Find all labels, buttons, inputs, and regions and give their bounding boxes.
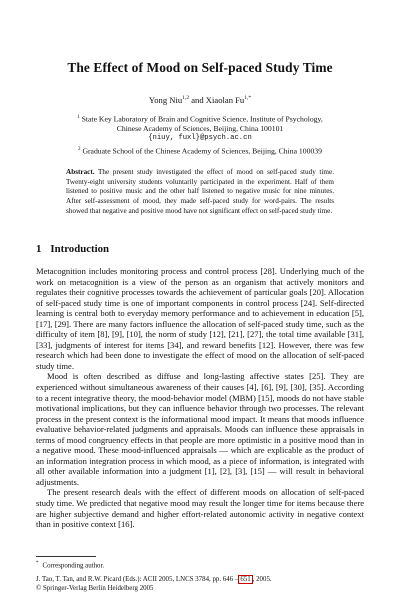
author-affiliation-mark: 1,2 (182, 95, 190, 102)
body-paragraph: The present research deals with the effect of different moods on allocation of self-paced study time. We predicted that negative mood may result the longer time for items because there are higher subjective demand and higher effort-related autonomic activity in negative context than in positive context [16]. (36, 487, 364, 530)
affiliation-text: Graduate School of the Chinese Academy of Sciences, Beijing, China 100039 (80, 146, 322, 156)
page-range-end: 651 (240, 576, 251, 583)
footnote (36, 559, 364, 570)
affiliation-line (36, 145, 364, 156)
footnote-mark: * (36, 561, 39, 566)
body-paragraph: Mood is often described as diffuse and long-lasting affective states [25]. They are experienced without simultaneous awareness of their causes [4], [6], [9], [30], [35]. According to a recent integrative theory, the mood-behavior model (MBM) [15], moods do not have stable motivational implications, but they can influence behavior through two processes. The relevant process in the present context is the informational mood impact. It means that moods influence evaluative behavior-related judgments and appraisals. Moods can influence these appraisals in terms of mood congruency effects in that people are more optimistic in a positive mood than in a negative mood. These mood-influenced appraisals — which are explicable as the product of an information integration process in which mood, as a piece of information, is integrated with all other available information into a judgment [1], [2], [3], [15] — will result in behavioral adjustments. (36, 371, 364, 487)
affiliation-text: State Key Laboratory of Brain and Cognitive Science, Institute of Psychology, (79, 114, 323, 124)
author-email: {niuy, fuxl}@psych.ac.cn (148, 133, 252, 142)
citation-text: J. Tao, T. Tan, and R.W. Picard (Eds.): ACII 2005, LNCS 3784, pp. 646 – (36, 576, 239, 583)
section-body (36, 266, 364, 530)
affiliation-2 (36, 145, 364, 156)
copyright-line: © Springer-Verlag Berlin Heidelberg 2005 (36, 585, 154, 593)
affiliation-line (36, 113, 364, 124)
affiliation-1 (36, 113, 364, 143)
section-heading (36, 243, 109, 255)
paper-title: The Effect of Mood on Self-paced Study Time (67, 60, 333, 75)
author-name: Xiaolan Fu (205, 95, 245, 105)
author-line (36, 95, 364, 105)
footnote-rule (36, 556, 96, 557)
abstract-label: Abstract. (66, 168, 95, 176)
citation-text: , 2005. (252, 576, 272, 583)
affiliation-line: Chinese Academy of Sciences, Beijing, China 100101 (116, 124, 284, 134)
citation-line (36, 575, 364, 584)
affiliation-mark: 1 (77, 115, 80, 120)
author-affiliation-mark: 1,* (244, 95, 252, 102)
author-name: Yong Niu (148, 95, 183, 105)
citation-block (36, 575, 364, 593)
author-conjunction: and (189, 95, 206, 105)
affiliation-mark: 2 (78, 147, 81, 152)
body-paragraph: Metacognition includes monitoring process and control process [28]. Underlying much of the work on metacognition is a view of the person as an organism that actively monitors and regulates their cognitive processes towards the achievement of particular goals [20]. Allocation of self-paced study time is one of important components in control process [24]. Self-directed learning is central both to everyday memory performance and to achievement in education [5], [17], [29]. There are many factors influence the allocation of self-paced study time, such as the difficulty of item [8], [9], [10], the norm of study [12], [21], [27], the total time available [31], [33], judgments of interest for items [34], and reward benefits [12]. However, there was few research which had been done to investigate the effect of mood on the allocation of self-paced study time. (36, 266, 364, 371)
abstract-text: The present study investigated the effect of mood on self-paced study time. Twenty-eight university students voluntarily participated in the experiment. Half of them listened to positive music and the other half listened to negative music for nine minutes. After self-assessment of mood, they made self-paced study for word-pairs. The results showed that negative and positive mood have not significant effect on self-paced study time. (66, 168, 334, 215)
abstract (66, 168, 334, 217)
section-title: Introduction (50, 243, 110, 255)
footnote-text: Corresponding author. (42, 562, 105, 570)
section-number: 1 (36, 243, 42, 255)
